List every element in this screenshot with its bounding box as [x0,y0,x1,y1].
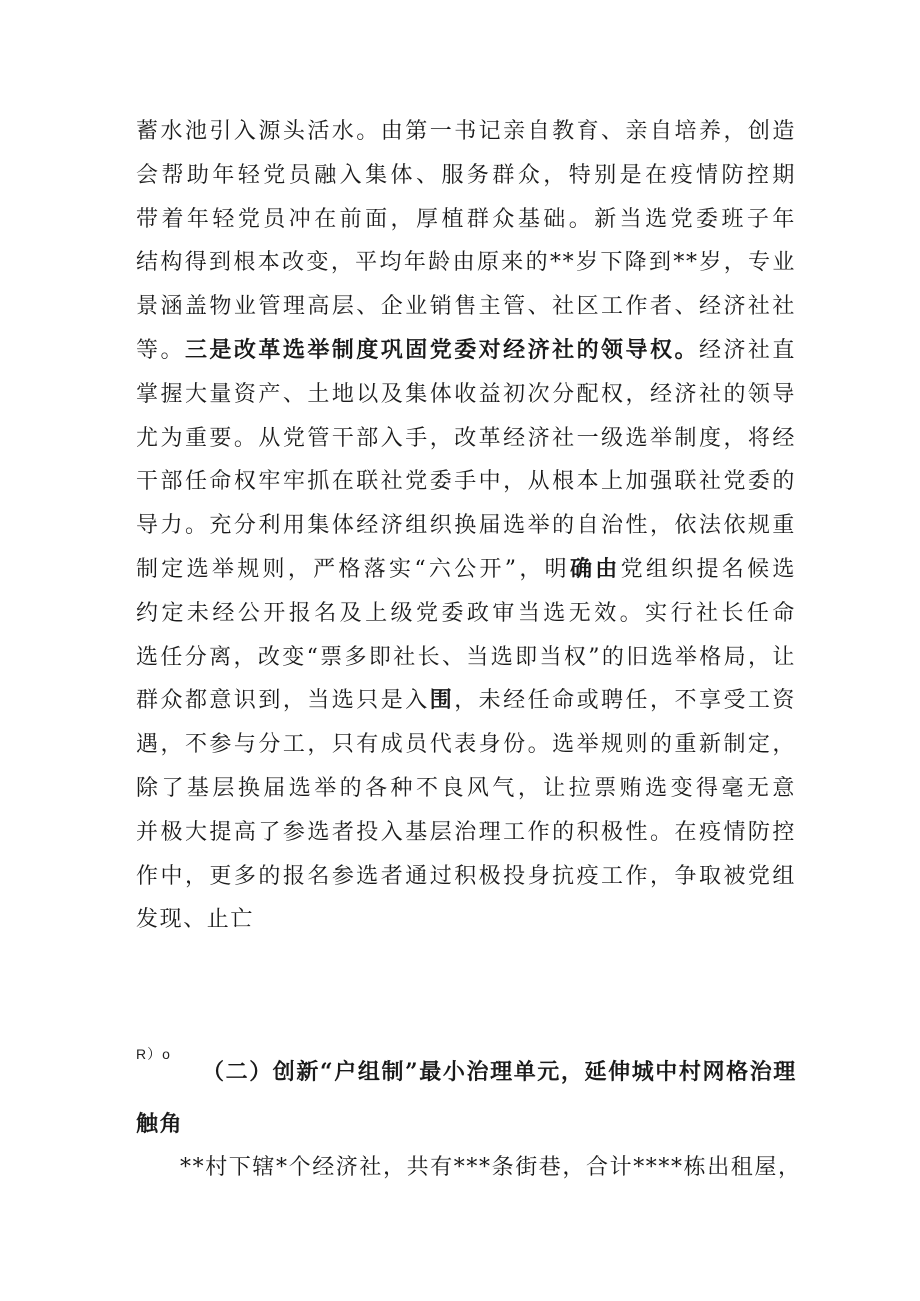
text-line: 带着年轻党员冲在前面，厚植群众基础。新当选党委班子年 [136,206,796,232]
text-segment: 群众都意识到，当选只是入 [136,688,430,714]
text-line: 作中，更多的报名参选者通过积极投身抗疫工作，争取被党组 [136,863,796,889]
text-line: **村下辖*个经济社，共有***条街巷，合计****栋出租屋， [180,1155,802,1180]
text-line [136,548,796,592]
ocr-artifact-text: R）o [136,1046,171,1062]
text-segment: 党组织提名候选 [620,556,796,582]
bold-emphasis: 围 [429,687,455,714]
text-line: 结构得到根本改变，平均年龄由原来的**岁下降到**岁，专业 [136,250,796,276]
text-line: 干部任命权牢牢抓在联社党委手中，从根本上加强联社党委的 [136,469,796,495]
text-line: 导力。充分利用集体经济组织换届选举的自治性，依法依规重 [136,513,796,539]
text-line: 掌握大量资产、土地以及集体收益初次分配权，经济社的领导 [136,381,796,407]
text-line: 发现、止亡 [136,907,255,933]
text-segment: 等。 [136,337,185,363]
heading-line: （二）创新“户组制”最小治理单元，延伸城中村网格治理 [202,1059,797,1085]
body-paragraph [136,110,796,942]
bold-emphasis: 确由 [569,555,621,582]
text-line: 选任分离，改变“票多即社长、当选即当权”的旧选举格局，让 [136,644,796,670]
text-line: 遇，不参与分工，只有成员代表身份。选举规则的重新制定， [136,732,796,758]
text-line: 蓄水池引入源头活水。由第一书记亲自教育、亲自培养，创造 [136,119,796,144]
text-segment: 经济社直 [698,337,796,363]
text-line: 约定未经公开报名及上级党委政审当选无效。实行社长任命 [136,600,796,626]
text-line: 并极大提高了参选者投入基层治理工作的积极性。在疫情防控 [136,819,796,845]
text-segment: 制定选举规则，严格落实“六公开”，明 [136,556,570,582]
text-line: 会帮助年轻党员融入集体、服务群众，特别是在疫情防控期 [136,162,796,188]
text-line: 景涵盖物业管理高层、企业销售主管、社区工作者、经济社社 [136,294,796,320]
text-line: 尤为重要。从党管干部入手，改革经济社一级选举制度，将经 [136,425,796,451]
section-heading [136,1046,796,1150]
text-segment: ，未经任命或聘任，不享受工资 [454,688,796,714]
body-paragraph-2 [136,1146,802,1190]
bold-emphasis: 三是改革选举制度巩固党委对经济社的领导权。 [184,336,699,363]
text-line [136,679,796,723]
text-line [136,329,796,373]
heading-line: 触角 [136,1111,184,1137]
text-line: 除了基层换届选举的各种不良风气，让拉票贿选变得毫无意 [136,775,796,801]
